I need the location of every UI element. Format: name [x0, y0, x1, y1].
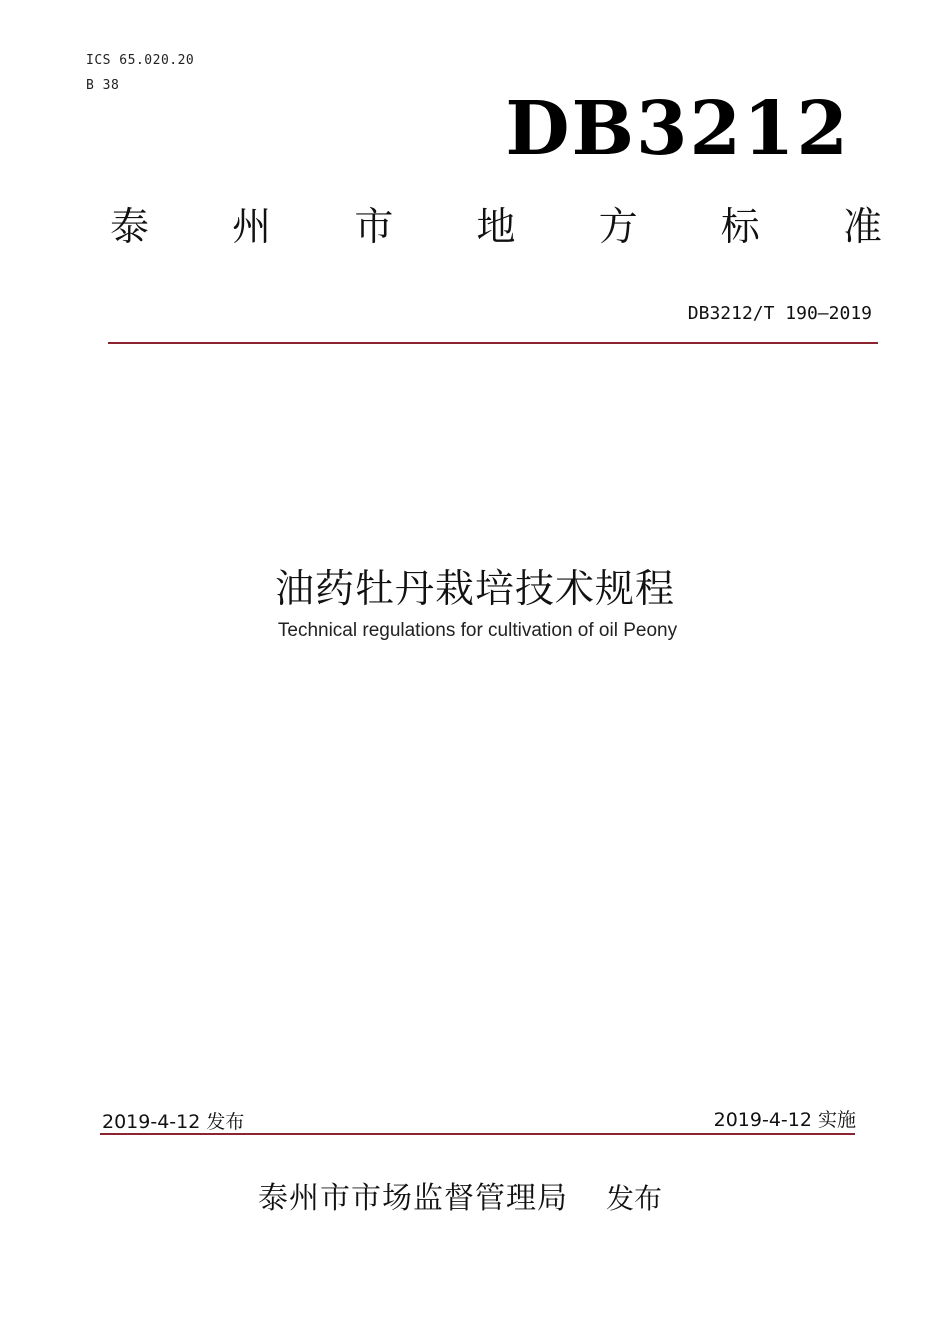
document-title-chinese: 油药牡丹栽培技术规程	[274, 567, 675, 612]
publish-label: 发布	[606, 1182, 663, 1215]
authority-char: 州	[232, 205, 272, 250]
bottom-divider	[100, 1133, 855, 1135]
authority-char: 方	[598, 205, 638, 250]
top-divider	[108, 342, 878, 344]
authority-char: 标	[720, 205, 760, 250]
authority-char: 市	[354, 205, 394, 250]
publisher-name: 泰州市市场监督管理局	[258, 1181, 568, 1216]
issue-date: 2019-4-12 发布	[102, 1111, 245, 1133]
authority-char: 泰	[110, 205, 150, 250]
authority-char: 准	[842, 205, 882, 250]
standard-code-heading: DB3212	[505, 86, 850, 172]
standard-number: DB3212/T 190—2019	[687, 303, 872, 324]
ccs-code: B 38	[86, 78, 120, 93]
standard-authority-title	[110, 205, 882, 250]
authority-char: 地	[476, 205, 516, 250]
implementation-date: 2019-4-12 实施	[713, 1109, 856, 1131]
document-title-english: Technical regulations for cultivation of oil Peony	[277, 620, 678, 641]
publisher-line	[258, 1173, 662, 1217]
ics-code: ICS 65.020.20	[86, 53, 195, 68]
